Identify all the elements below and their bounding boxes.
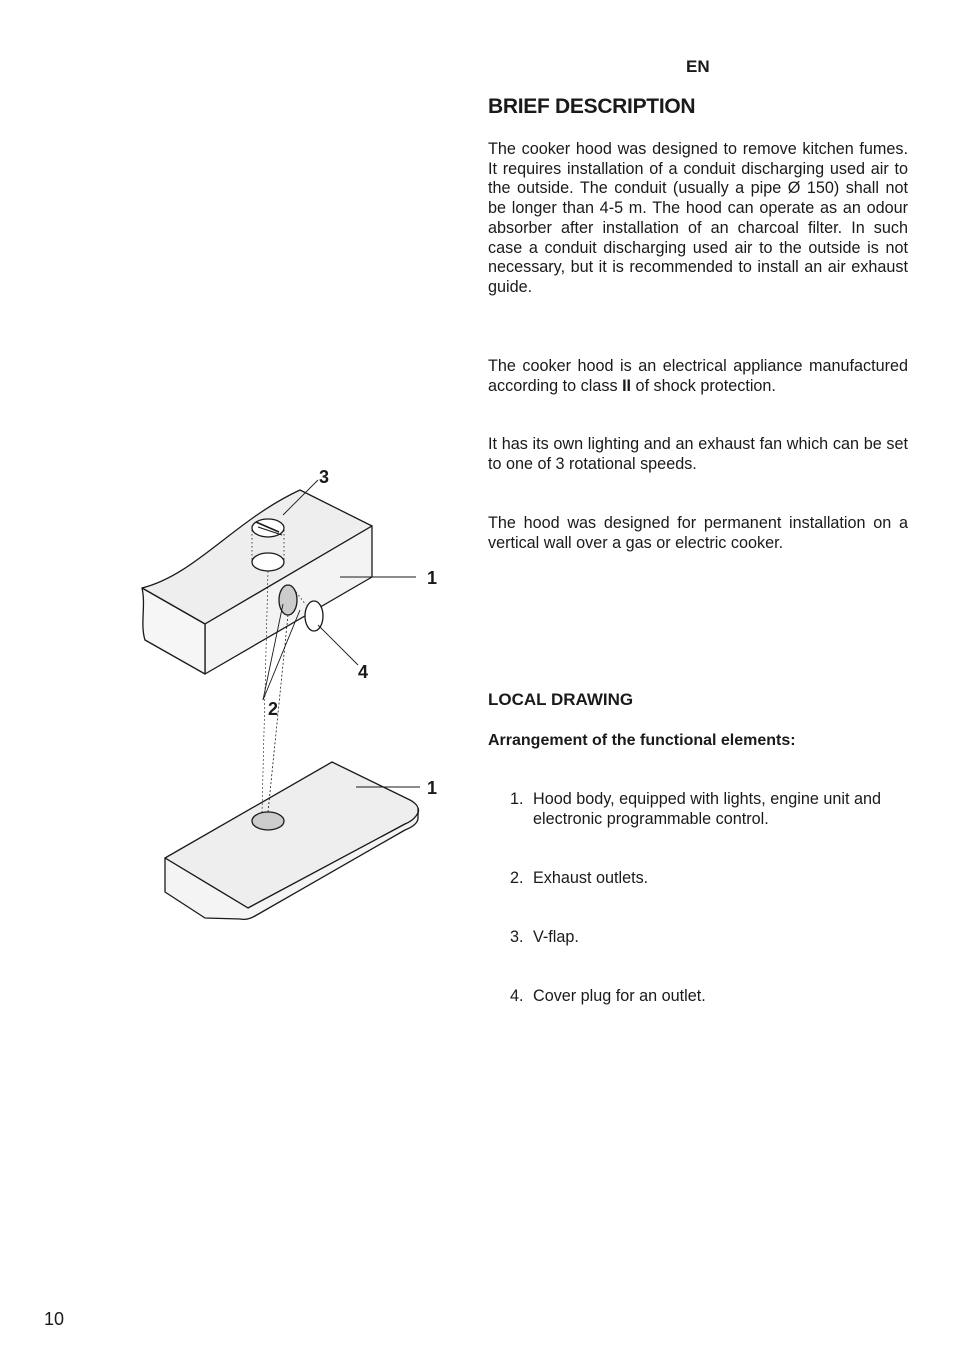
list-item-number: 1. [510, 790, 524, 808]
page-number: 10 [44, 1309, 65, 1329]
callout-label: 1 [427, 568, 438, 588]
paragraph-purpose: The cooker hood was designed to remove kitchen fumes. It requires installation of a conduit discharging used air to the outside. The conduit (usually a pipe Ø 150) shall not be longer than 4-5 m. The hood can operate as an odour absorber after installation of an charcoal filter. In such case a conduit discharging used air to the outside is not necessary, but it is recommended to install an air exhaust guide. [488, 140, 908, 296]
outlet-opening-icon [252, 553, 284, 571]
list-item-number: 2. [510, 869, 524, 887]
section-subtitle-arrangement: Arrangement of the functional elements: [488, 732, 796, 749]
list-item [510, 869, 910, 889]
list-item-number: 3. [510, 928, 524, 946]
slim-hood-outlet-icon [252, 812, 284, 830]
list-item-number: 4. [510, 987, 524, 1005]
list-item [510, 987, 910, 1007]
list-item [510, 790, 910, 829]
callout-label: 4 [358, 662, 369, 682]
callout-label: 3 [319, 467, 330, 487]
list-item-text: Cover plug for an outlet. [533, 987, 706, 1005]
cover-plug-icon [305, 601, 323, 631]
list-item [510, 928, 910, 948]
list-item-text: Exhaust outlets. [533, 869, 649, 887]
paragraph-lighting-fan: It has its own lighting and an exhaust fan which can be set to one of 3 rotational speeds. [488, 435, 908, 473]
shock-class-value: II [622, 376, 632, 395]
list-item-text: V-flap. [533, 928, 579, 946]
section-title-brief-description: BRIEF DESCRIPTION [488, 95, 696, 118]
section-title-local-drawing: LOCAL DRAWING [488, 690, 634, 709]
callout-label: 1 [427, 778, 438, 798]
callout-label: 2 [268, 699, 279, 719]
paragraph-text: The cooker hood is an electrical appliance manufactured according to class [488, 357, 908, 395]
paragraph-installation: The hood was designed for permanent installation on a vertical wall over a gas or electric cooker. [488, 514, 908, 552]
hood-exploded-drawing [130, 455, 460, 935]
list-item-text: Hood body, equipped with lights, engine unit and electronic programmable control. [533, 790, 881, 828]
language-code: EN [686, 57, 710, 76]
paragraph-text: of shock protection. [631, 376, 776, 395]
paragraph-electrical-class [488, 357, 908, 396]
